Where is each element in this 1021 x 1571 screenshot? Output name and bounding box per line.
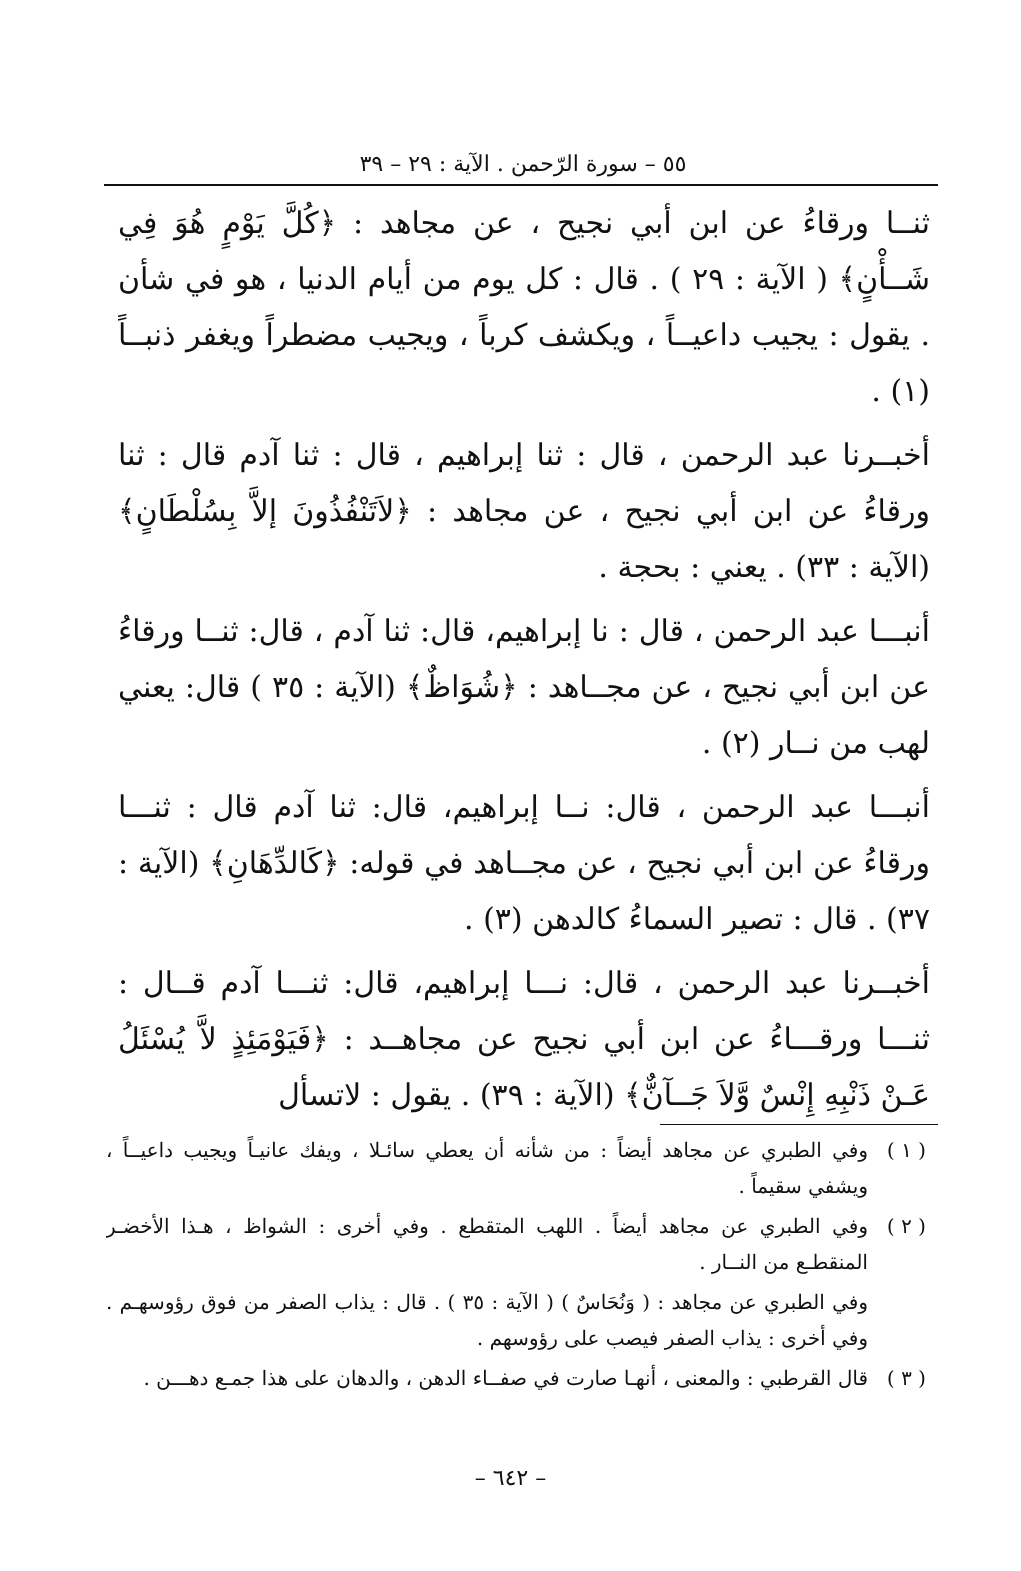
footnote-text: وفي الطبري عن مجاهد أيضاً : من شأنه أن يعطي سائـلا ، ويفك عانيـاً ويجيب داعيــاً ، ويشفي سقيماً . [106,1138,868,1198]
footnote-number: ( ١ ) [886,1138,926,1162]
running-header: ٥٥ – سورة الرّحمن . الآية : ٢٩ – ٣٩ [359,152,687,177]
footnote-2 [106,1208,926,1280]
footnote-text: قال القرطبي : والمعنى ، أنهـا صارت في صفــاء الدهن ، والدهان على هذا جمـع دهـــن . [143,1366,868,1390]
footnote-rule [660,1124,938,1125]
paragraph-5: أخبــرنا عبد الرحمن ، قال: نـــا إبراهيم، قال: ثنـــا آدم قــال : ثنـــا ورقـــاءُ عن ابن أبي نجيح عن مجاهــد : ﴿فَيَوْمَئِذٍ لاَّ يُسْئَلُ عَـنْ ذَنْبِهِ إِنْسٌ وَّلاَ جَــآنٌّ﴾ (الآية : ٣٩) . يقول : لاتسأل [118,966,930,1113]
footnote-3 [106,1360,926,1396]
header-rule [104,184,938,186]
footnote-number: ( ٣ ) [886,1366,926,1390]
paragraph-1: ثنــا ورقاءُ عن ابن أبي نجيح ، عن مجاهد : ﴿كُلَّ يَوْمٍ هُوَ فِي شَــأْنٍ﴾ ( الآية : ٢٩ ) . قال : كل يوم من أيام الدنيا ، هو في شأن . يقول : يجيب داعيــاً ، ويكشف كرباً ، ويجيب مضطراً ويغفر ذنبــاً (١) . [118,206,930,409]
footnote-number: ( ٢ ) [886,1214,926,1238]
main-text [118,196,930,1124]
page-number: – ٦٤٢ – [474,1466,547,1491]
footnote-text: وفي الطبري عن مجاهد : ( وَنُحَاسٌ ) ( الآية : ٣٥ ) . قال : يذاب الصفر من فوق رؤوسهـم . وفي أخرى : يذاب الصفر فيصب على رؤوسهم . [106,1290,868,1350]
footnote-1 [106,1132,926,1204]
footnotes [106,1132,926,1452]
paragraph-4: أنبـــا عبد الرحمن ، قال: نــا إبراهيم، قال: ثنا آدم قال : ثنـــا ورقاءُ عن ابن أبي نجيح ، عن مجــاهد في قوله: ﴿كَالدِّهَانِ﴾ (الآية : ٣٧) . قال : تصير السماءُ كالدهن (٣) . [118,790,930,937]
paragraph-3: أنبـــا عبد الرحمن ، قال : نا إبراهيم، قال: ثنا آدم ، قال: ثنــا ورقاءُ عن ابن أبي نجيح ، عن مجــاهد : ﴿شُوَاظٌ﴾ (الآية : ٣٥ ) قال: يعني لهب من نــار (٢) . [118,614,930,761]
paragraph-2: أخبــرنا عبد الرحمن ، قال : ثنا إبراهيم ، قال : ثنا آدم قال : ثنا ورقاءُ عن ابن أبي نجيح ، عن مجاهد : ﴿لاَتَنْفُذُونَ إلاَّ بِسُلْطَانٍ﴾ (الآية : ٣٣) . يعني : بحجة . [118,438,930,585]
footnote-text: وفي الطبري عن مجاهد أيضاً . اللهب المتقطع . وفي أخرى : الشواظ ، هـذا الأخضـر المنقطـع من النــار . [106,1214,868,1274]
footnote-2-continued [106,1284,926,1356]
